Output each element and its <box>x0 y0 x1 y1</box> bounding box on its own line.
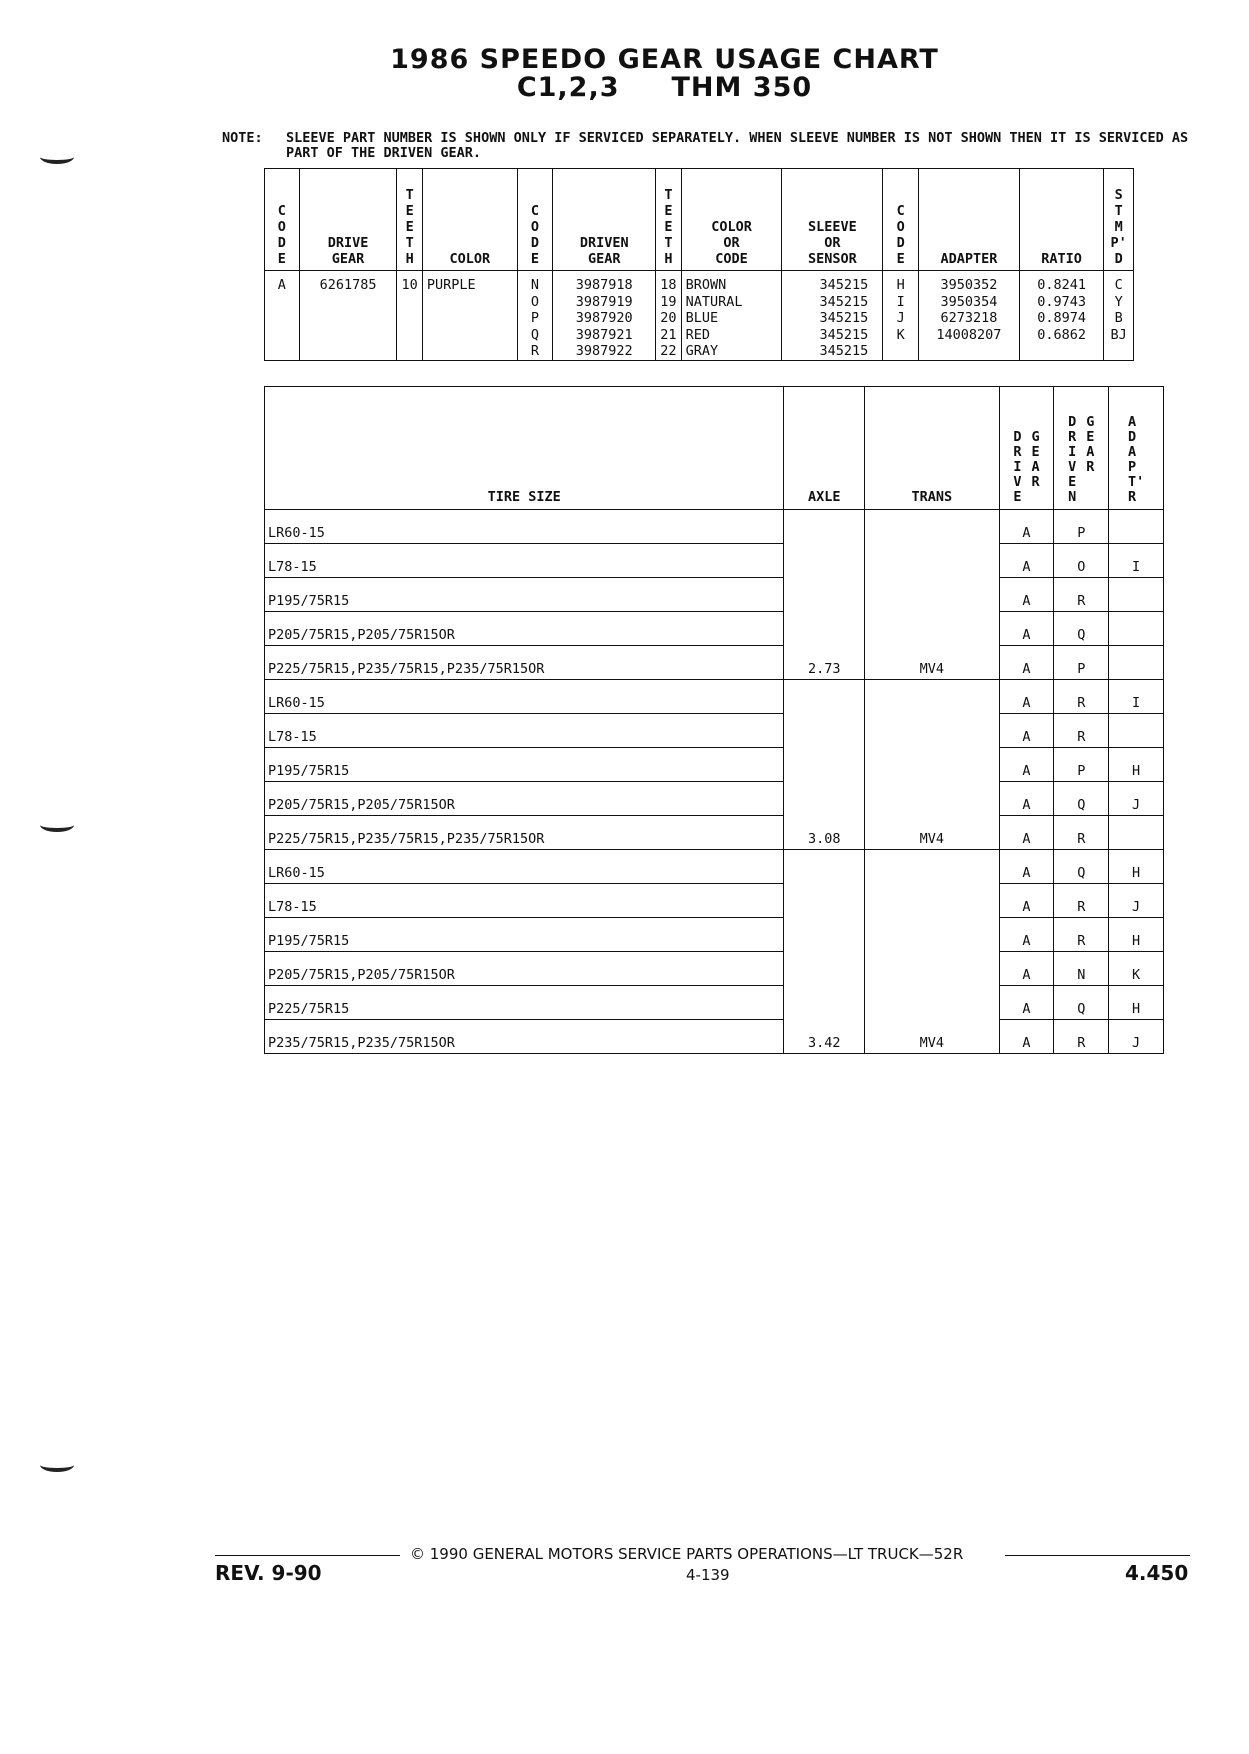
trans-cell <box>865 952 999 986</box>
hdr-code-3-line: E <box>896 251 905 267</box>
cell-driven-codes-line: Q <box>530 326 540 343</box>
driven-gear-cell: R <box>1054 578 1109 612</box>
table-row <box>265 884 1164 918</box>
tire-size-cell: L78-15 <box>265 544 784 578</box>
cell-stamped-line: BJ <box>1110 326 1127 343</box>
drive-gear-cell: A <box>999 510 1054 544</box>
adapter-cell: H <box>1109 748 1164 782</box>
table-row <box>265 612 1164 646</box>
tire-size-cell: P205/75R15,P205/75R15OR <box>265 782 784 816</box>
table-row <box>265 748 1164 782</box>
driven-gear-cell: P <box>1054 646 1109 680</box>
hdr-teeth-2-line: H <box>664 251 673 267</box>
cell-ratios-line: 0.9743 <box>1037 293 1086 310</box>
hdr-teeth-line: H <box>405 251 414 267</box>
cell-driven-gears <box>553 271 656 361</box>
axle-cell <box>784 510 865 544</box>
hdr-adapter-label-line: P <box>1127 459 1137 475</box>
table-row <box>265 952 1164 986</box>
table-row <box>265 680 1164 714</box>
drive-gear-cell: A <box>999 646 1054 680</box>
driven-gear-cell: Q <box>1054 612 1109 646</box>
hdr-driven-gear-label <box>1086 415 1094 505</box>
cell-driven-teeth-line: 19 <box>660 293 677 310</box>
hdr-drive-gear <box>299 169 397 271</box>
cell-sleeves-line: 345215 <box>819 293 869 310</box>
table-row <box>265 782 1164 816</box>
cell-driven-colors <box>681 271 782 361</box>
hdr-ratio: RATIO <box>1019 169 1104 271</box>
hdr-drive-label-line: D <box>1013 429 1022 445</box>
hdr-driven-label <box>1068 415 1076 505</box>
cell-adapters <box>918 271 1019 361</box>
cell-driven-codes-line: P <box>530 310 540 326</box>
hdr-drive-label-line: E <box>1013 489 1022 505</box>
hdr-driven-label-line: E <box>1068 474 1077 490</box>
cell-sleeves-line: 345215 <box>819 343 869 359</box>
cell-stamped <box>1104 271 1134 361</box>
axle-cell <box>784 850 865 884</box>
hdr-drive-gear <box>999 387 1054 510</box>
cell-driven-colors-line: RED <box>685 326 711 343</box>
hdr-drive-gear-line: DRIVE <box>327 235 369 251</box>
cell-driven-teeth <box>656 271 681 361</box>
driven-gear-cell: P <box>1054 510 1109 544</box>
hdr-stamped-line: M <box>1114 219 1123 235</box>
hdr-driven-label-line: N <box>1068 489 1077 505</box>
tire-size-cell: LR60-15 <box>265 680 784 714</box>
hdr-drive-label-line: I <box>1013 459 1022 475</box>
axle-cell <box>784 884 865 918</box>
cell-stamped-line: B <box>1114 310 1123 326</box>
adapter-cell <box>1109 816 1164 850</box>
hdr-driven-label-line: D <box>1068 414 1077 430</box>
trans-cell <box>865 578 999 612</box>
tire-size-cell: P235/75R15,P235/75R15OR <box>265 1020 784 1054</box>
footer-rev: REV. 9-90 <box>215 1561 322 1585</box>
tire-size-cell: P225/75R15,P235/75R15,P235/75R15OR <box>265 646 784 680</box>
hdr-adapter: ADAPTER <box>918 169 1019 271</box>
tire-size-cell: P205/75R15,P205/75R15OR <box>265 952 784 986</box>
cell-color: PURPLE <box>422 271 517 361</box>
tire-table <box>264 386 1164 1054</box>
cell-adapter-codes-line: J <box>896 310 905 326</box>
hdr-teeth-line: T <box>405 187 414 203</box>
hdr-code-line: D <box>277 235 286 251</box>
hdr-driven-gear-label-line: A <box>1086 444 1095 460</box>
binder-hole-mark <box>40 150 74 164</box>
cell-adapters-line: 6273218 <box>940 310 998 326</box>
driven-gear-cell: Q <box>1054 782 1109 816</box>
hdr-color-code <box>681 169 782 271</box>
hdr-code-2-line: D <box>530 235 540 251</box>
cell-driven-colors-line: NATURAL <box>685 293 743 310</box>
trans-cell <box>865 510 999 544</box>
hdr-code-line: O <box>277 219 286 235</box>
axle-cell <box>784 918 865 952</box>
hdr-sleeve-line: OR <box>824 235 841 251</box>
tire-size-cell: P225/75R15 <box>265 986 784 1020</box>
cell-driven-gears-line: 3987920 <box>575 310 633 326</box>
cell-driven-codes-line: N <box>530 277 540 293</box>
hdr-teeth-2-line: T <box>664 235 673 251</box>
footer-rule-left <box>215 1555 400 1556</box>
trans-cell <box>865 986 999 1020</box>
adapter-cell: K <box>1109 952 1164 986</box>
hdr-teeth <box>397 169 422 271</box>
cell-ratios-line: 0.8974 <box>1037 310 1086 326</box>
cell-stamped-line: C <box>1114 277 1123 293</box>
cell-adapters-line: 3950352 <box>940 277 998 293</box>
hdr-drive-gear-label <box>1031 430 1039 505</box>
hdr-driven-gear-line: DRIVEN <box>579 235 629 251</box>
cell-ratios <box>1019 271 1104 361</box>
trans-cell <box>865 918 999 952</box>
axle-cell <box>784 986 865 1020</box>
tire-size-cell: P195/75R15 <box>265 748 784 782</box>
drive-gear-cell: A <box>999 816 1054 850</box>
hdr-trans: TRANS <box>865 387 999 510</box>
adapter-cell <box>1109 510 1164 544</box>
driven-gear-cell: Q <box>1054 850 1109 884</box>
footer-page-number: 4-139 <box>686 1566 730 1584</box>
hdr-driven-label-line: I <box>1068 444 1077 460</box>
hdr-adapter-label-line: R <box>1127 489 1137 505</box>
cell-driven-teeth-line: 21 <box>660 326 677 343</box>
cell-driven-colors-line: BLUE <box>685 310 719 326</box>
hdr-drive-gear-label-line: R <box>1031 474 1040 490</box>
hdr-stamped <box>1104 169 1134 271</box>
adapter-cell <box>1109 714 1164 748</box>
hdr-stamped-line: S <box>1114 187 1123 203</box>
tire-size-cell: P195/75R15 <box>265 918 784 952</box>
hdr-driven-gear-label-line: G <box>1086 414 1095 430</box>
tire-header-row <box>265 387 1164 510</box>
table-row <box>265 816 1164 850</box>
table-row <box>265 544 1164 578</box>
hdr-adapter-label-line: A <box>1127 414 1137 430</box>
cell-driven-teeth-line: 22 <box>660 343 677 359</box>
binder-hole-mark <box>40 1458 74 1472</box>
trans-cell: MV4 <box>865 1020 999 1054</box>
hdr-driven-gear-label-line: E <box>1086 429 1095 445</box>
cell-stamped-line: Y <box>1114 293 1123 310</box>
driven-gear-cell: O <box>1054 544 1109 578</box>
drive-gear-cell: A <box>999 714 1054 748</box>
hdr-code-2 <box>517 169 553 271</box>
hdr-driven-gear-label-line: R <box>1086 459 1095 475</box>
footer-rule-right <box>1005 1555 1190 1556</box>
cell-code: A <box>265 271 300 361</box>
adapter-cell: I <box>1109 680 1164 714</box>
axle-cell <box>784 578 865 612</box>
cell-sleeves <box>782 271 883 361</box>
tire-size-cell: P205/75R15,P205/75R15OR <box>265 612 784 646</box>
tire-size-cell: LR60-15 <box>265 850 784 884</box>
cell-adapter-codes-line: K <box>896 326 905 343</box>
axle-cell <box>784 782 865 816</box>
adapter-cell: J <box>1109 1020 1164 1054</box>
table-row <box>265 918 1164 952</box>
drive-gear-cell: A <box>999 748 1054 782</box>
drive-gear-cell: A <box>999 612 1054 646</box>
cell-driven-gears-line: 3987921 <box>575 326 633 343</box>
table-row <box>265 578 1164 612</box>
hdr-adapter-label-line: D <box>1127 429 1137 445</box>
adapter-cell <box>1109 646 1164 680</box>
driven-gear-cell: N <box>1054 952 1109 986</box>
trans-cell <box>865 680 999 714</box>
tire-size-cell: L78-15 <box>265 884 784 918</box>
footer-section-number: 4.450 <box>1125 1561 1189 1585</box>
drive-gear-cell: A <box>999 544 1054 578</box>
binder-hole-mark <box>40 818 74 832</box>
hdr-drive-gear-label-line: G <box>1031 429 1040 445</box>
cell-driven-codes-line: O <box>530 293 540 310</box>
hdr-code-line: E <box>277 251 286 267</box>
hdr-color-code-line: OR <box>723 235 740 251</box>
hdr-drive-gear-line: GEAR <box>331 251 365 267</box>
hdr-code-2-line: O <box>530 219 540 235</box>
cell-adapters-line: 3950354 <box>940 293 998 310</box>
table-row <box>265 986 1164 1020</box>
trans-cell <box>865 850 999 884</box>
hdr-driven-label-line: V <box>1068 459 1077 475</box>
hdr-code-3 <box>883 169 919 271</box>
hdr-color-code-line: CODE <box>715 251 748 267</box>
hdr-stamped-line: T <box>1114 203 1123 219</box>
hdr-code <box>265 169 300 271</box>
footer-copyright: © 1990 GENERAL MOTORS SERVICE PARTS OPERATIONS—LT TRUCK—52R <box>410 1545 964 1563</box>
hdr-teeth-2-line: E <box>664 219 673 235</box>
hdr-adapter <box>1109 387 1164 510</box>
cell-adapter-codes-line: H <box>896 277 905 293</box>
gear-header-row <box>265 169 1134 271</box>
hdr-color-code-line: COLOR <box>711 219 752 235</box>
hdr-sleeve-line: SENSOR <box>808 251 857 267</box>
tire-body <box>265 510 1164 1054</box>
axle-cell: 3.08 <box>784 816 865 850</box>
hdr-adapter-label-line: T' <box>1127 474 1145 490</box>
cell-driven-teeth-line: 20 <box>660 310 677 326</box>
hdr-teeth-line: E <box>405 203 414 219</box>
cell-driven-codes-line: R <box>530 343 540 359</box>
hdr-axle: AXLE <box>784 387 865 510</box>
axle-cell <box>784 544 865 578</box>
hdr-drive-gear-label-line: A <box>1031 459 1040 475</box>
hdr-sleeve-line: SLEEVE <box>808 219 857 235</box>
cell-sleeves-line: 345215 <box>819 277 869 293</box>
drive-gear-cell: A <box>999 918 1054 952</box>
table-row <box>265 646 1164 680</box>
axle-cell <box>784 680 865 714</box>
hdr-code-2-line: C <box>530 203 540 219</box>
drive-gear-cell: A <box>999 952 1054 986</box>
hdr-stamped-line: D <box>1114 251 1123 267</box>
hdr-driven-gear <box>1054 387 1109 510</box>
cell-sleeves-line: 345215 <box>819 326 869 343</box>
driven-gear-cell: R <box>1054 918 1109 952</box>
adapter-cell: J <box>1109 884 1164 918</box>
drive-gear-cell: A <box>999 680 1054 714</box>
cell-driven-colors-line: GRAY <box>685 343 719 359</box>
drive-gear-cell: A <box>999 782 1054 816</box>
hdr-stamped-line: P' <box>1110 235 1127 251</box>
cell-adapters-line: 14008207 <box>936 326 1002 343</box>
cell-driven-gears-line: 3987919 <box>575 293 633 310</box>
hdr-drive-label-line: V <box>1013 474 1022 490</box>
driven-gear-cell: P <box>1054 748 1109 782</box>
gear-data-row <box>265 271 1134 361</box>
adapter-cell: H <box>1109 986 1164 1020</box>
table-row <box>265 510 1164 544</box>
tire-size-cell: P195/75R15 <box>265 578 784 612</box>
hdr-tire-size: TIRE SIZE <box>265 387 784 510</box>
hdr-teeth-2-line: E <box>664 203 673 219</box>
cell-adapter-codes <box>883 271 919 361</box>
cell-teeth: 10 <box>397 271 422 361</box>
table-row <box>265 850 1164 884</box>
drive-gear-cell: A <box>999 884 1054 918</box>
hdr-code-3-line: D <box>896 235 905 251</box>
trans-cell: MV4 <box>865 646 999 680</box>
note-text: SLEEVE PART NUMBER IS SHOWN ONLY IF SERVICED SEPARATELY. WHEN SLEEVE NUMBER IS NOT SHOWN THEN IT IS SERVICED AS PART OF THE DRIVEN GEAR. <box>286 130 1189 161</box>
cell-adapter-codes-line: I <box>896 293 905 310</box>
tire-size-cell: L78-15 <box>265 714 784 748</box>
hdr-driven-label-line: R <box>1068 429 1077 445</box>
hdr-driven-gear <box>553 169 656 271</box>
adapter-cell: J <box>1109 782 1164 816</box>
cell-sleeves-line: 345215 <box>819 310 869 326</box>
cell-driven-gears-line: 3987922 <box>575 343 633 359</box>
axle-cell: 3.42 <box>784 1020 865 1054</box>
tire-size-cell: LR60-15 <box>265 510 784 544</box>
table-row <box>265 1020 1164 1054</box>
trans-cell <box>865 748 999 782</box>
drive-gear-cell: A <box>999 578 1054 612</box>
hdr-teeth-2 <box>656 169 681 271</box>
page-title: 1986 SPEEDO GEAR USAGE CHART <box>390 44 939 75</box>
adapter-cell: I <box>1109 544 1164 578</box>
hdr-code-3-line: O <box>896 219 905 235</box>
axle-cell <box>784 714 865 748</box>
hdr-teeth-line: T <box>405 235 414 251</box>
hdr-teeth-line: E <box>405 219 414 235</box>
hdr-teeth-2-line: T <box>664 187 673 203</box>
hdr-adapter-label-line: A <box>1127 444 1137 460</box>
drive-gear-cell: A <box>999 1020 1054 1054</box>
hdr-drive-gear-label-line: E <box>1031 444 1040 460</box>
cell-driven-colors-line: BROWN <box>685 277 727 293</box>
hdr-adapter-label <box>1128 415 1144 505</box>
driven-gear-cell: R <box>1054 714 1109 748</box>
hdr-driven-gear-line: GEAR <box>587 251 621 267</box>
trans-cell <box>865 884 999 918</box>
trans-cell <box>865 782 999 816</box>
hdr-code-line: C <box>277 203 286 219</box>
driven-gear-cell: R <box>1054 680 1109 714</box>
note-label: NOTE: <box>222 130 263 146</box>
adapter-cell <box>1109 612 1164 646</box>
axle-cell <box>784 612 865 646</box>
drive-gear-cell: A <box>999 986 1054 1020</box>
trans-cell <box>865 714 999 748</box>
cell-driven-teeth-line: 18 <box>660 277 677 293</box>
cell-ratios-line: 0.8241 <box>1037 277 1086 293</box>
hdr-color: COLOR <box>422 169 517 271</box>
table-row <box>265 714 1164 748</box>
hdr-sleeve <box>782 169 883 271</box>
page-subtitle: C1,2,3 THM 350 <box>516 72 813 103</box>
cell-ratios-line: 0.6862 <box>1037 326 1086 343</box>
axle-cell: 2.73 <box>784 646 865 680</box>
hdr-code-2-line: E <box>530 251 540 267</box>
trans-cell <box>865 612 999 646</box>
adapter-cell <box>1109 578 1164 612</box>
tire-size-cell: P225/75R15,P235/75R15,P235/75R15OR <box>265 816 784 850</box>
cell-drive-gear: 6261785 <box>299 271 397 361</box>
driven-gear-cell: R <box>1054 1020 1109 1054</box>
cell-driven-codes <box>517 271 553 361</box>
axle-cell <box>784 952 865 986</box>
hdr-drive-label-line: R <box>1013 444 1022 460</box>
adapter-cell: H <box>1109 850 1164 884</box>
trans-cell <box>865 544 999 578</box>
driven-gear-cell: Q <box>1054 986 1109 1020</box>
hdr-code-3-line: C <box>896 203 905 219</box>
drive-gear-cell: A <box>999 850 1054 884</box>
driven-gear-cell: R <box>1054 816 1109 850</box>
trans-cell: MV4 <box>865 816 999 850</box>
hdr-drive-label <box>1013 430 1021 505</box>
gear-table <box>264 168 1134 361</box>
axle-cell <box>784 748 865 782</box>
driven-gear-cell: R <box>1054 884 1109 918</box>
adapter-cell: H <box>1109 918 1164 952</box>
cell-driven-gears-line: 3987918 <box>575 277 633 293</box>
